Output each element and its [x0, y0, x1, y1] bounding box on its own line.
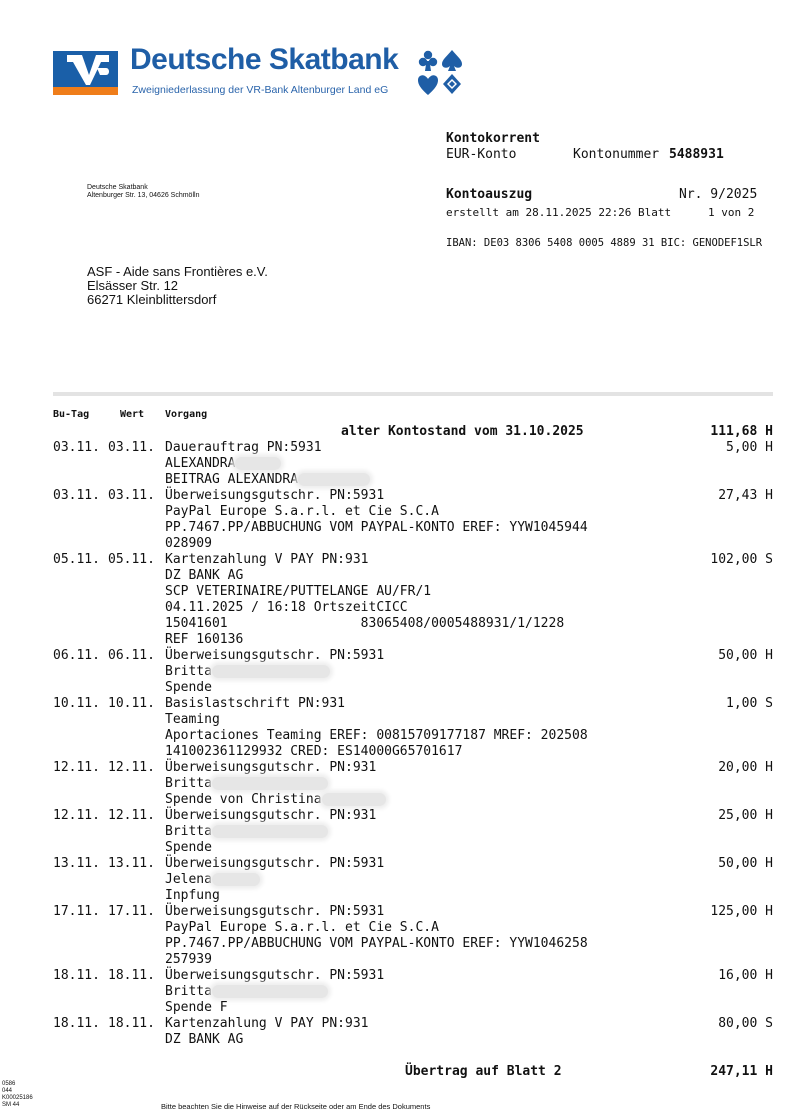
transaction-detail-row: [0, 776, 797, 792]
transaction-row: [0, 488, 797, 504]
transaction-text-value: Teaming: [165, 712, 220, 727]
booking-date: 18.11.: [53, 968, 100, 983]
header-butag: Bu-Tag: [53, 409, 90, 420]
account-number-label: Kontonummer: [573, 147, 660, 162]
transaction-amount: 80,00 S: [718, 1016, 773, 1031]
transaction-text: [165, 504, 439, 520]
transaction-detail-row: [0, 920, 797, 936]
transaction-text-value: 257939: [165, 952, 212, 967]
transaction-text: [165, 472, 370, 488]
transaction-text-value: 15041601 83065408/0005488931/1/1228: [165, 616, 565, 631]
logo-orange-stripe: [53, 87, 118, 95]
transaction-text: [165, 920, 439, 936]
transaction-text-value: Überweisungsgutschr. PN:5931: [165, 488, 385, 503]
transaction-text: [165, 456, 281, 472]
transaction-text: [165, 616, 564, 632]
booking-date: 12.11.: [53, 808, 100, 823]
transaction-detail-row: [0, 728, 797, 744]
transaction-detail-row: [0, 600, 797, 616]
opening-balance-row: [0, 424, 797, 440]
transaction-text: [165, 552, 369, 568]
booking-date: 03.11.: [53, 488, 100, 503]
transaction-text: [165, 536, 212, 552]
transaction-detail-row: [0, 984, 797, 1000]
transaction-text-value: Britta: [165, 984, 212, 999]
value-date: 05.11.: [108, 552, 155, 567]
transaction-row: [0, 440, 797, 456]
transaction-detail-row: [0, 744, 797, 760]
transaction-detail-row: [0, 792, 797, 808]
transaction-text: [165, 904, 384, 920]
transaction-text: [165, 520, 588, 536]
transaction-detail-row: [0, 872, 797, 888]
statement-sheet: 1 von 2: [708, 206, 755, 219]
value-date: 13.11.: [108, 856, 155, 871]
transaction-text: [165, 1032, 243, 1048]
transaction-row: [0, 904, 797, 920]
transaction-detail-row: [0, 568, 797, 584]
transaction-text: [165, 568, 243, 584]
value-date: 06.11.: [108, 648, 155, 663]
value-date: 12.11.: [108, 760, 155, 775]
transaction-text: [165, 440, 322, 456]
opening-balance-label: alter Kontostand vom 31.10.2025: [341, 424, 584, 439]
transaction-row: [0, 648, 797, 664]
transaction-detail-row: [0, 472, 797, 488]
transaction-text-value: 141002361129932 CRED: ES14000G65701617: [165, 744, 463, 759]
transaction-text: [165, 824, 328, 840]
transaction-text: [165, 584, 431, 600]
transaction-text-value: SCP VETERINAIRE/PUTTELANGE AU/FR/1: [165, 584, 432, 599]
account-number: 5488931: [669, 147, 724, 162]
bank-logo-mark: [53, 51, 118, 95]
transaction-amount: 50,00 H: [718, 648, 773, 663]
transaction-detail-row: [0, 712, 797, 728]
transaction-text-value: Überweisungsgutschr. PN:931: [165, 808, 377, 823]
carry-over-amount: 247,11 H: [710, 1064, 773, 1079]
redacted-name: [212, 873, 260, 886]
recipient-address: [87, 265, 268, 307]
booking-date: 17.11.: [53, 904, 100, 919]
account-type: Kontokorrent: [446, 131, 540, 146]
sender-line-1: Deutsche Skatbank: [87, 184, 148, 191]
transaction-amount: 50,00 H: [718, 856, 773, 871]
value-date: 18.11.: [108, 1016, 155, 1031]
transaction-amount: 125,00 H: [710, 904, 773, 919]
transaction-detail-row: [0, 824, 797, 840]
transaction-amount: 102,00 S: [710, 552, 773, 567]
side-code: 044: [2, 1088, 13, 1094]
booking-date: 10.11.: [53, 696, 100, 711]
transaction-text-value: ALEXANDRA: [165, 456, 236, 471]
transaction-text-value: Dauerauftrag PN:5931: [165, 440, 322, 455]
currency-label: EUR-Konto: [446, 147, 517, 162]
bank-subtitle: Zweigniederlassung der VR-Bank Altenburger Land eG: [132, 84, 389, 96]
booking-date: 18.11.: [53, 1016, 100, 1031]
transaction-text: [165, 984, 328, 1000]
redacted-name: [212, 777, 328, 790]
transaction-row: [0, 552, 797, 568]
transaction-text: [165, 632, 243, 648]
transaction-text: [165, 936, 588, 952]
transaction-text-value: Aportaciones Teaming EREF: 00815709177187 MREF: 202508: [165, 728, 588, 743]
transaction-detail-row: [0, 936, 797, 952]
side-code: 0586: [2, 1081, 16, 1087]
header-wert: Wert: [120, 409, 145, 420]
redacted-name: [212, 985, 328, 998]
transaction-detail-row: [0, 840, 797, 856]
transaction-detail-row: [0, 584, 797, 600]
transaction-text-value: Spende: [165, 840, 212, 855]
transaction-amount: 20,00 H: [718, 760, 773, 775]
transaction-text: [165, 952, 212, 968]
transaction-amount: 5,00 H: [726, 440, 773, 455]
transaction-detail-row: [0, 520, 797, 536]
carry-over-label: Übertrag auf Blatt 2: [405, 1064, 562, 1079]
transaction-text-value: PP.7467.PP/ABBUCHUNG VOM PAYPAL-KONTO EREF: YYW1046258: [165, 936, 588, 951]
transaction-detail-row: [0, 504, 797, 520]
value-date: 18.11.: [108, 968, 155, 983]
transaction-text: [165, 744, 462, 760]
header-vorgang: Vorgang: [165, 409, 208, 420]
sender-address: [87, 184, 199, 200]
transaction-text-value: Überweisungsgutschr. PN:5931: [165, 904, 385, 919]
side-codes: [2, 1081, 33, 1109]
statement-created: erstellt am 28.11.2025 22:26 Blatt: [446, 206, 672, 219]
transaction-text-value: PayPal Europe S.a.r.l. et Cie S.C.A: [165, 504, 439, 519]
transaction-amount: 1,00 S: [726, 696, 773, 711]
transaction-text: [165, 664, 330, 680]
dotted-divider: [53, 392, 773, 396]
transaction-detail-row: [0, 664, 797, 680]
recipient-line-3: 66271 Kleinblittersdorf: [87, 292, 217, 307]
transaction-text-value: PayPal Europe S.a.r.l. et Cie S.C.A: [165, 920, 439, 935]
transaction-text: [165, 1016, 369, 1032]
transaction-text: [165, 776, 328, 792]
redacted-name: [212, 825, 328, 838]
transaction-text-value: DZ BANK AG: [165, 1032, 244, 1047]
transaction-amount: 27,43 H: [718, 488, 773, 503]
transaction-row: [0, 968, 797, 984]
transaction-detail-row: [0, 616, 797, 632]
transaction-text-value: Überweisungsgutschr. PN:5931: [165, 648, 385, 663]
value-date: 03.11.: [108, 488, 155, 503]
transaction-text-value: Spende von Christina: [165, 792, 322, 807]
transaction-amount: 16,00 H: [718, 968, 773, 983]
transaction-text: [165, 696, 345, 712]
redacted-name: [298, 473, 370, 486]
transaction-text-value: Überweisungsgutschr. PN:5931: [165, 856, 385, 871]
transaction-detail-row: [0, 632, 797, 648]
sender-line-2: Altenburger Str. 13, 04626 Schmölln: [87, 192, 200, 199]
booking-date: 03.11.: [53, 440, 100, 455]
transaction-text-value: Jelena: [165, 872, 212, 887]
card-suits-icon: [416, 49, 466, 97]
transaction-text: [165, 888, 220, 904]
transaction-text-value: Britta: [165, 824, 212, 839]
transaction-text-value: REF 160136: [165, 632, 244, 647]
transaction-text: [165, 680, 212, 696]
redacted-name: [235, 457, 281, 470]
transaction-text: [165, 840, 212, 856]
transaction-text: [165, 792, 386, 808]
booking-date: 13.11.: [53, 856, 100, 871]
transaction-detail-row: [0, 456, 797, 472]
transaction-text: [165, 808, 376, 824]
transaction-text-value: DZ BANK AG: [165, 568, 244, 583]
transaction-text: [165, 600, 408, 616]
transaction-text: [165, 1000, 228, 1016]
redacted-name: [322, 793, 386, 806]
transaction-row: [0, 856, 797, 872]
transaction-text: [165, 488, 384, 504]
footer-note: Bitte beachten Sie die Hinweise auf der Rückseite oder am Ende des Dokuments: [161, 1102, 431, 1111]
booking-date: 06.11.: [53, 648, 100, 663]
transaction-text-value: Spende F: [165, 1000, 228, 1015]
bank-name: Deutsche Skatbank: [130, 43, 399, 76]
value-date: 03.11.: [108, 440, 155, 455]
transaction-text: [165, 728, 588, 744]
transaction-detail-row: [0, 536, 797, 552]
transaction-text-value: Überweisungsgutschr. PN:931: [165, 760, 377, 775]
booking-date: 05.11.: [53, 552, 100, 567]
statement-number: Nr. 9/2025: [679, 187, 758, 202]
value-date: 17.11.: [108, 904, 155, 919]
recipient-line-1: ASF - Aide sans Frontières e.V.: [87, 264, 268, 279]
iban-bic: IBAN: DE03 8306 5408 0005 4889 31 BIC: GENODEF1SLR: [446, 237, 763, 249]
recipient-line-2: Elsässer Str. 12: [87, 278, 179, 293]
transaction-detail-row: [0, 1000, 797, 1016]
transaction-text-value: Britta: [165, 776, 212, 791]
redacted-name: [212, 665, 330, 678]
transaction-detail-row: [0, 888, 797, 904]
statement-title: Kontoauszug: [446, 187, 533, 202]
transaction-detail-row: [0, 680, 797, 696]
transaction-text-value: Basislastschrift PN:931: [165, 696, 346, 711]
transaction-text-value: Spende: [165, 680, 212, 695]
transaction-text: [165, 872, 260, 888]
opening-balance-amount: 111,68 H: [710, 424, 773, 439]
transaction-text-value: Inpfung: [165, 888, 220, 903]
transaction-row: [0, 696, 797, 712]
transaction-row: [0, 760, 797, 776]
transaction-amount: 25,00 H: [718, 808, 773, 823]
transaction-row: [0, 1016, 797, 1032]
transaction-text: [165, 760, 376, 776]
transaction-text-value: 028909: [165, 536, 212, 551]
transaction-text-value: 04.11.2025 / 16:18 OrtszeitCICC: [165, 600, 408, 615]
value-date: 12.11.: [108, 808, 155, 823]
transaction-text-value: Britta: [165, 664, 212, 679]
booking-date: 12.11.: [53, 760, 100, 775]
side-code: K00025186: [2, 1095, 33, 1101]
transaction-text: [165, 856, 384, 872]
transaction-text: [165, 648, 384, 664]
side-code: SM 44: [2, 1102, 20, 1108]
transaction-text: [165, 968, 384, 984]
transaction-detail-row: [0, 952, 797, 968]
transaction-text-value: PP.7467.PP/ABBUCHUNG VOM PAYPAL-KONTO EREF: YYW1045944: [165, 520, 588, 535]
transaction-row: [0, 808, 797, 824]
value-date: 10.11.: [108, 696, 155, 711]
transaction-text-value: Kartenzahlung V PAY PN:931: [165, 552, 369, 567]
transaction-text-value: BEITRAG ALEXANDRA: [165, 472, 299, 487]
transaction-text-value: Überweisungsgutschr. PN:5931: [165, 968, 385, 983]
transaction-detail-row: [0, 1032, 797, 1048]
transaction-text: [165, 712, 220, 728]
transaction-text-value: Kartenzahlung V PAY PN:931: [165, 1016, 369, 1031]
